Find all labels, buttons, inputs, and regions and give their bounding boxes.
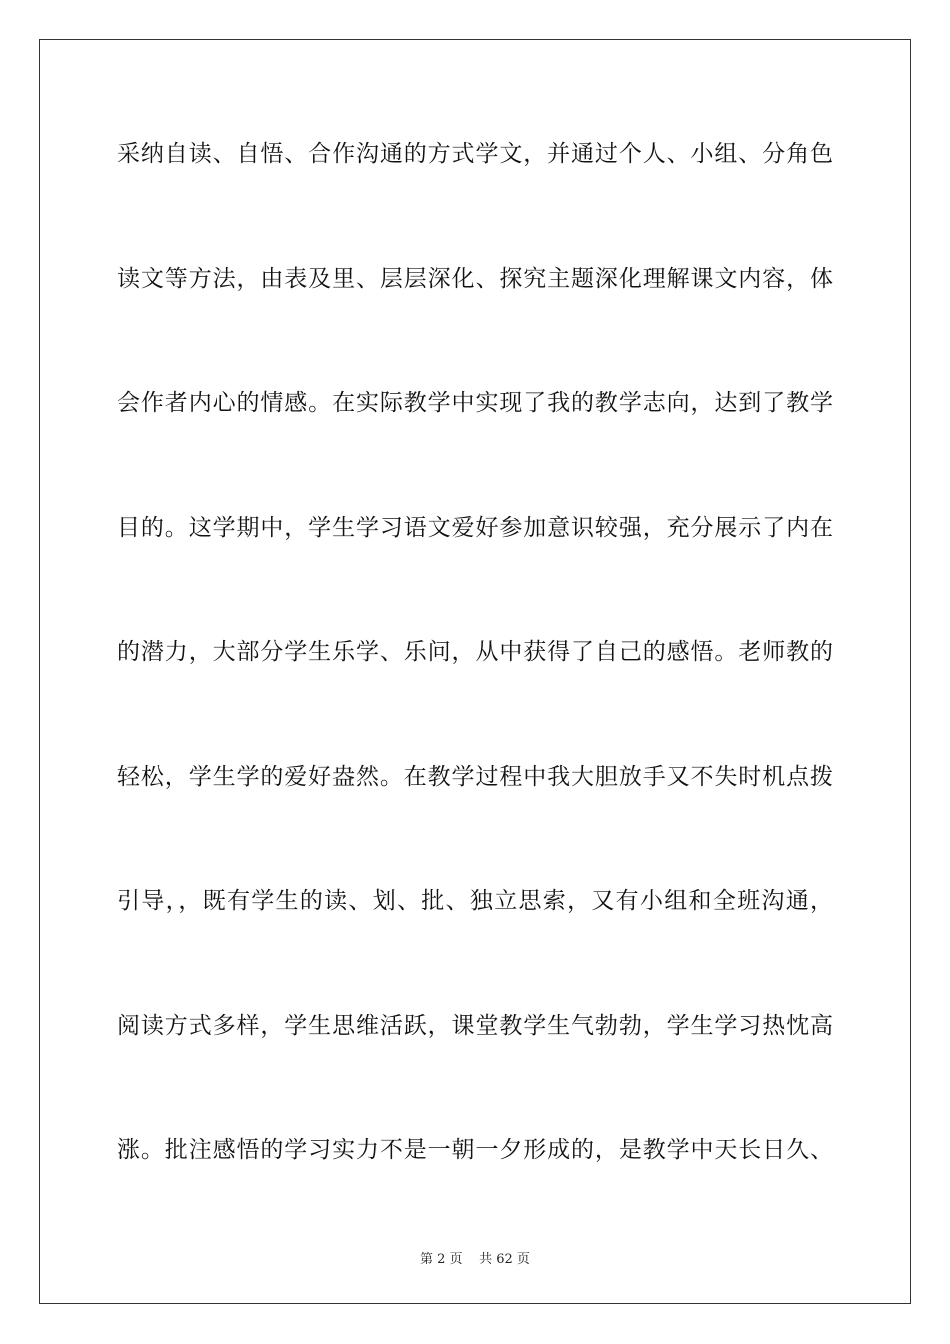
page-total: 共 62 页 [479, 1252, 530, 1267]
page-number: 第 2 页 [420, 1252, 463, 1267]
text-line: 会作者内心的情感。在实际教学中实现了我的教学志向，达到了教学 [117, 390, 833, 416]
document-body [117, 125, 833, 1246]
text-line: 采纳自读、自悟、合作沟通的方式学文，并通过个人、小组、分角色 [117, 141, 833, 167]
text-line: 轻松，学生学的爱好盎然。在教学过程中我大胆放手又不失时机点拨 [117, 763, 833, 790]
text-line: 涨。批注感悟的学习实力不是一朝一夕形成的，是教学中天长日久、 [117, 1137, 833, 1163]
text-line: 读文等方法，由表及里、层层深化、探究主题深化理解课文内容，体 [117, 265, 833, 292]
text-line: 引导，，既有学生的读、划、批、独立思索，又有小组和全班沟通， [117, 888, 833, 914]
text-line: 的潜力，大部分学生乐学、乐问，从中获得了自己的感悟。老师教的 [117, 639, 833, 665]
text-line: 阅读方式多样，学生思维活跃，课堂教学生气勃勃，学生学习热忱高 [117, 1012, 833, 1039]
page-footer [0, 1248, 950, 1267]
text-line: 目的。这学期中，学生学习语文爱好参加意识较强，充分展示了内在 [117, 514, 833, 541]
